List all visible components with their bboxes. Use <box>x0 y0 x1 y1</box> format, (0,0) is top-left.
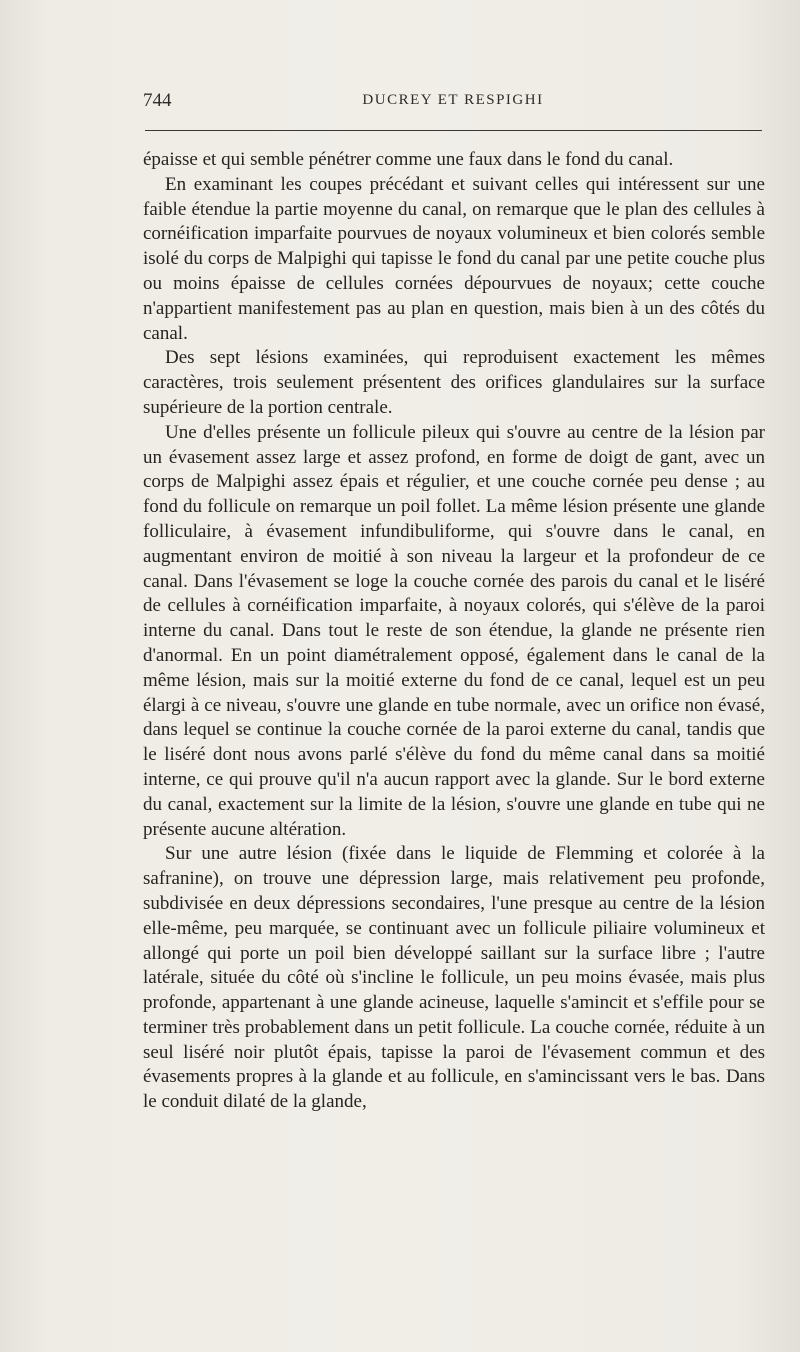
header-rule <box>145 130 762 131</box>
body-text <box>143 148 765 1115</box>
running-title: DUCREY ET RESPIGHI <box>362 92 544 108</box>
paragraph: En examinant les coupes précédant et suivant celles qui intéressent sur une faible étendue la partie moyenne du canal, on remarque que le plan des cellules à cornéification imparfaite pourvues de noyaux volumineux et bien colorés semble isolé du corps de Malpighi qui tapisse le fond du canal par une petite couche plus ou moins épaisse de cellules cornées dépourvues de noyaux; cette couche n'appartient manifestement pas au plan en question, mais bien à un des côtés du canal. <box>143 173 765 344</box>
paragraph: Sur une autre lésion (fixée dans le liquide de Flemming et colorée à la safranine), on trouve une dépression large, mais relativement peu profonde, subdivisée en deux dépressions secondaires, l'une presque au centre de la lésion elle-même, peu marquée, se continuant avec un follicule piliaire volumineux et allongé qui porte un poil bien développé saillant sur la surface libre ; l'autre latérale, située du côté où s'incline le follicule, un peu moins évasée, mais plus profonde, appartenant à une glande acineuse, laquelle s'amincit et s'effile pour se terminer très probablement dans un petit follicule. La couche cornée, réduite à un seul liséré noir plutôt épais, tapisse la paroi de l'évasement commun et des évasements propres à la glande et au follicule, en s'amincissant vers le bas. Dans le conduit dilaté de la glande, <box>143 843 765 1113</box>
paragraph: Une d'elles présente un follicule pileux qui s'ouvre au centre de la lésion par un évasement assez large et assez profond, en forme de doigt de gant, avec un corps de Malpighi assez épais et régulier, et une couche cornée peu dense ; au fond du follicule on remarque un poil follet. La même lésion présente une glande folliculaire, à évasement infundibuliforme, qui s'ouvre dans le canal, en augmentant environ de moitié à son niveau la largeur et la profondeur de ce canal. Dans l'évasement se loge la couche cornée des parois du canal et le liséré de cellules à cornéification imparfaite, à noyaux colorés, qui s'élève de la paroi interne du canal. Dans tout le reste de son étendue, la glande ne présente rien d'anormal. En un point diamétralement opposé, également dans le canal de la même lésion, mais sur la moitié externe du fond de ce canal, lequel est un peu élargi à ce niveau, s'ouvre une glande en tube normale, avec un orifice non évasé, dans lequel se continue la couche cornée de la paroi externe du canal, tandis que le liséré dont nous avons parlé s'élève du fond du même canal dans sa moitié interne, ce qui prouve qu'il n'a aucun rapport avec la glande. Sur le bord externe du canal, exactement sur la limite de la lésion, s'ouvre une glande en tube qui ne présente aucune altération. <box>143 421 765 840</box>
page-header <box>143 90 763 116</box>
paragraph-continuation: épaisse et qui semble pénétrer comme une faux dans le fond du canal. <box>143 149 674 170</box>
paragraph: Des sept lésions examinées, qui reproduisent exactement les mêmes caractères, trois seulement présentent des orifices glandulaires sur la surface supérieure de la portion centrale. <box>143 347 765 418</box>
page-number: 744 <box>143 90 172 111</box>
